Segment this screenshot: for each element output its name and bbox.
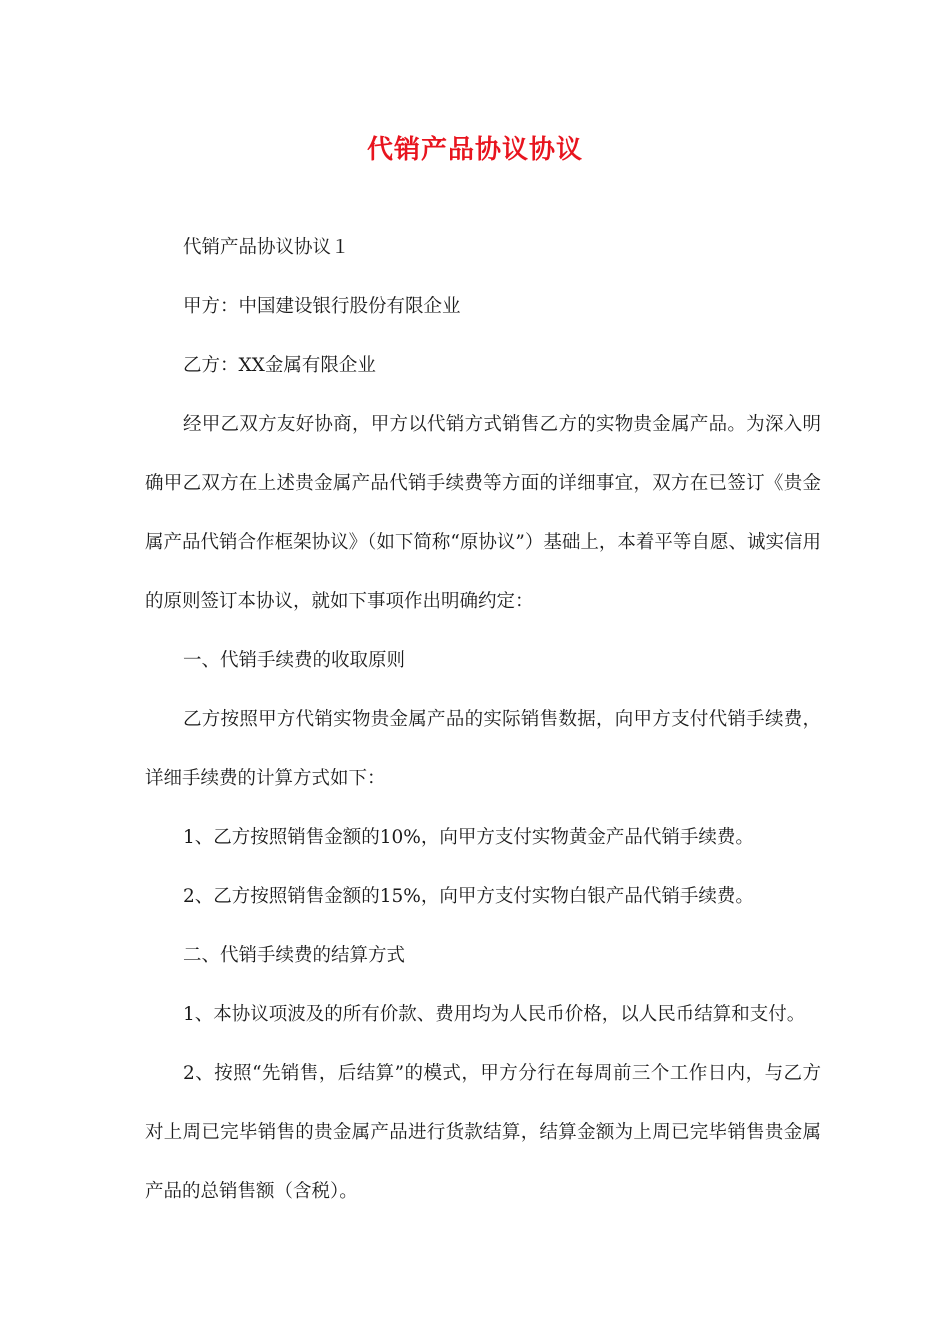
paragraph-preamble: 经甲乙双方友好协商，甲方以代销方式销售乙方的实物贵金属产品。为深入明确甲乙双方在上述贵金属产品代销手续费等方面的详细事宜，双方在已签订《贵金属产品代销合作框架协议》（如下简称“原协议”）基础上，本着平等自愿、诚实信用的原则签订本协议，就如下事项作出明确约定：	[145, 414, 821, 612]
section-heading-1: 一、代销手续费的收取原则	[183, 650, 406, 671]
paragraph-fee-gold: 1、乙方按照销售金额的10%，向甲方支付实物黄金产品代销手续费。	[183, 827, 754, 848]
paragraph-fee-intro: 乙方按照甲方代销实物贵金属产品的实际销售数据，向甲方支付代销手续费，详细手续费的计算方式如下：	[145, 709, 821, 789]
document-body	[145, 218, 821, 1221]
paragraph-subtitle: 代销产品协议协议１	[183, 237, 350, 258]
paragraph-currency: 1、本协议项波及的所有价款、费用均为人民币价格，以人民币结算和支付。	[183, 1004, 806, 1025]
document-title: 代销产品协议协议	[366, 135, 583, 165]
paragraph-fee-silver: 2、乙方按照销售金额的15%，向甲方支付实物白银产品代销手续费。	[183, 886, 754, 907]
section-heading-2: 二、代销手续费的结算方式	[183, 945, 406, 966]
paragraph-party-b: 乙方：XX金属有限企业	[183, 355, 376, 376]
paragraph-settlement: 2、按照“先销售，后结算”的模式，甲方分行在每周前三个工作日内，与乙方对上周已完毕销售的贵金属产品进行货款结算，结算金额为上周已完毕销售贵金属产品的总销售额（含税）。	[145, 1063, 821, 1202]
paragraph-party-a: 甲方：中国建设银行股份有限企业	[183, 296, 461, 317]
